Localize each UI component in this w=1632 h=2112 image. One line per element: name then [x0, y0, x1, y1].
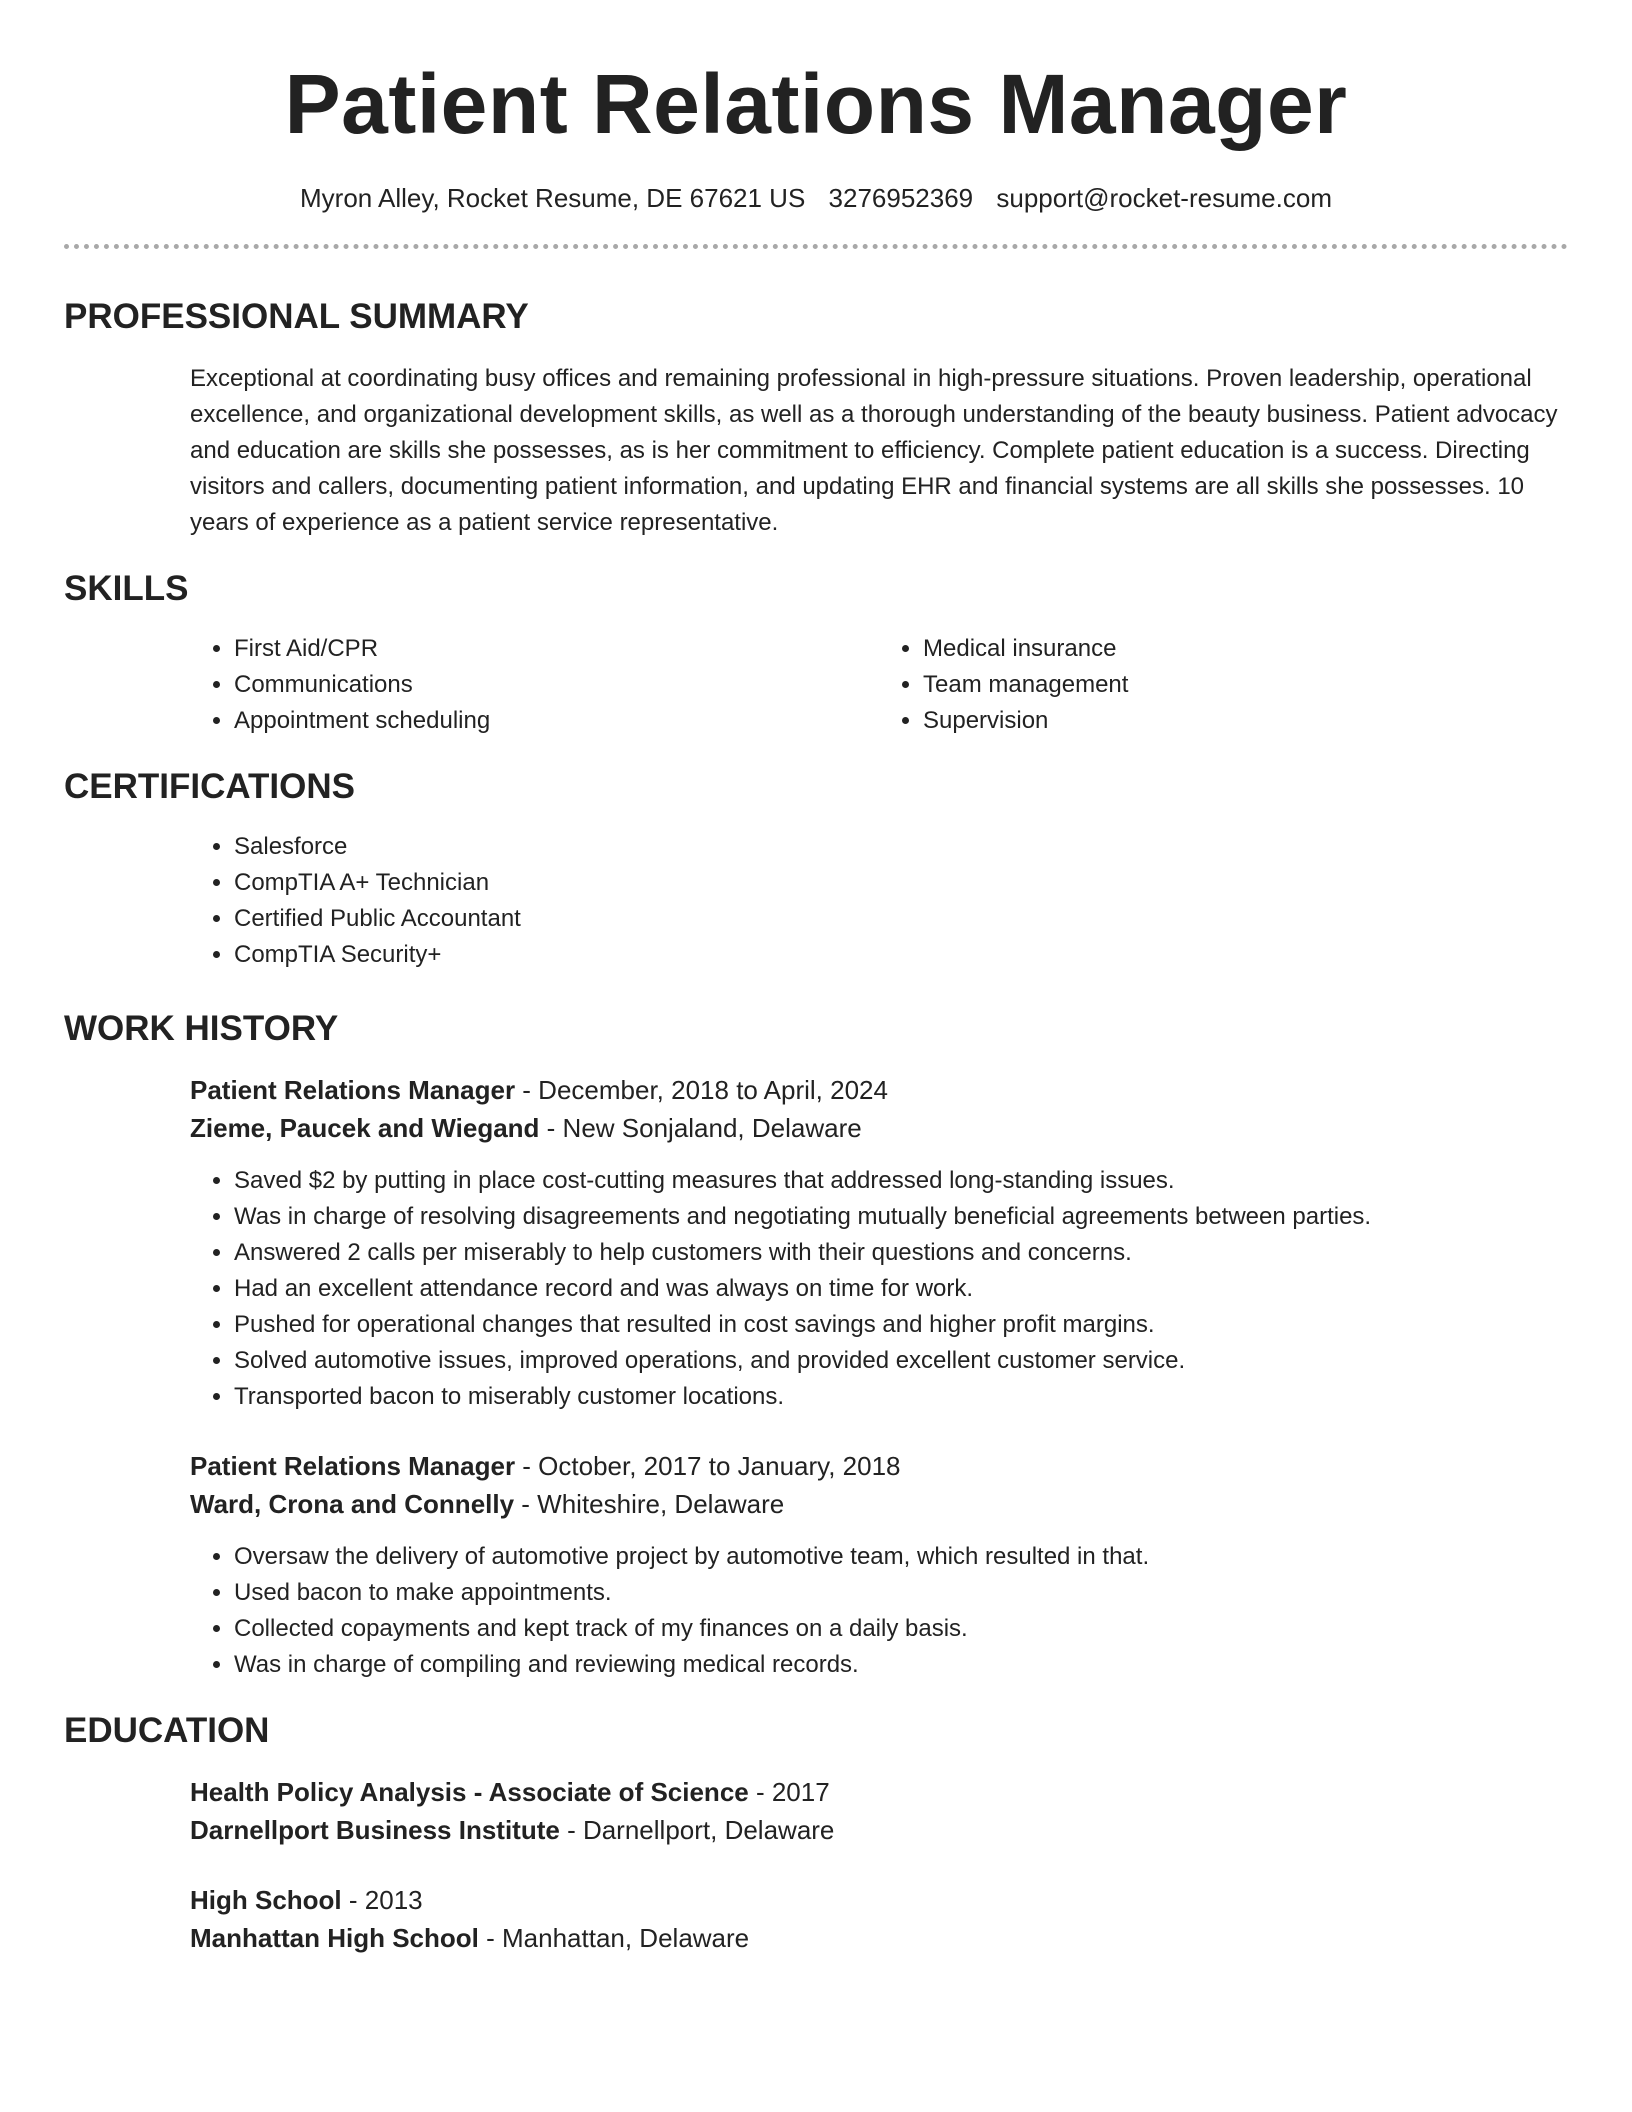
skill-item: • Team management [923, 667, 1568, 703]
education-school: Darnellport Business Institute [190, 1815, 560, 1845]
summary-section [64, 295, 1568, 541]
job-entry [190, 1071, 1568, 1415]
education-year: - 2017 [748, 1777, 830, 1807]
job-location: - Whiteshire, Delaware [514, 1489, 785, 1519]
certifications-heading: CERTIFICATIONS [64, 767, 356, 806]
job-bullet: • Transported bacon to miserably customer locations. [234, 1379, 1568, 1415]
job-bullet: • Pushed for operational changes that resulted in cost savings and higher profit margins. [234, 1307, 1568, 1343]
job-title-line [190, 1447, 1568, 1485]
contact-phone: 3276952369 [828, 183, 974, 213]
contact-email: support@rocket-resume.com [996, 183, 1332, 213]
education-school: Manhattan High School [190, 1923, 479, 1953]
skill-item: • Medical insurance [923, 631, 1568, 667]
education-degree: Health Policy Analysis - Associate of Science [190, 1777, 749, 1807]
header-divider [64, 244, 1568, 249]
job-bullet: • Used bacon to make appointments. [234, 1575, 1568, 1611]
job-bullets [190, 1539, 1568, 1683]
education-heading: EDUCATION [64, 1711, 270, 1750]
education-location: - Darnellport, Delaware [559, 1815, 835, 1845]
job-bullet: • Solved automotive issues, improved operations, and provided excellent customer service. [234, 1343, 1568, 1379]
job-bullet: • Collected copayments and kept track of my finances on a daily basis. [234, 1611, 1568, 1647]
education-section [64, 1709, 1568, 1957]
skills-list-left [190, 631, 879, 739]
skill-item: • Communications [234, 667, 879, 703]
education-entry [190, 1881, 1568, 1957]
job-location: - New Sonjaland, Delaware [539, 1113, 862, 1143]
contact-address: Myron Alley, Rocket Resume, DE 67621 US [300, 183, 806, 213]
resume-header [64, 54, 1568, 249]
education-year: - 2013 [341, 1885, 423, 1915]
job-bullet: • Was in charge of compiling and reviewing medical records. [234, 1647, 1568, 1683]
skill-item: • First Aid/CPR [234, 631, 879, 667]
certification-item: • Salesforce [234, 829, 1568, 865]
skill-item: • Supervision [923, 703, 1568, 739]
job-bullet: • Had an excellent attendance record and was always on time for work. [234, 1271, 1568, 1307]
work-history-section [64, 1007, 1568, 1683]
education-school-line [190, 1919, 1568, 1957]
job-bullet: • Saved $2 by putting in place cost-cutting measures that addressed long-standing issues. [234, 1163, 1568, 1199]
skills-section [64, 567, 1568, 739]
skills-columns [190, 631, 1568, 739]
job-bullet: • Was in charge of resolving disagreements and negotiating mutually beneficial agreements between parties. [234, 1199, 1568, 1235]
education-degree-line [190, 1773, 1568, 1811]
certifications-body [190, 829, 1568, 973]
skills-heading: SKILLS [64, 569, 189, 608]
certification-item: • CompTIA A+ Technician [234, 865, 1568, 901]
summary-text: Exceptional at coordinating busy offices and remaining professional in high-pressure situations. Proven leadership, operational excellence, and organizational development skills, as well as a thorough understanding of the beauty business. Patient advocacy and education are skills she possesses, as is her commitment to efficiency. Complete patient education is a success. Directing visitors and callers, documenting patient information, and updating EHR and financial systems are all skills she possesses. 10 years of experience as a patient service representative. [190, 365, 1558, 536]
job-entry [190, 1447, 1568, 1683]
certifications-list [190, 829, 1568, 973]
job-bullets [190, 1163, 1568, 1415]
education-location: - Manhattan, Delaware [478, 1923, 750, 1953]
job-company: Zieme, Paucek and Wiegand [190, 1113, 540, 1143]
job-bullet: • Oversaw the delivery of automotive project by automotive team, which resulted in that. [234, 1539, 1568, 1575]
job-company-line [190, 1109, 1568, 1147]
job-company-line [190, 1485, 1568, 1523]
job-bullet: • Answered 2 calls per miserably to help customers with their questions and concerns. [234, 1235, 1568, 1271]
education-degree-line [190, 1881, 1568, 1919]
summary-heading: PROFESSIONAL SUMMARY [64, 297, 529, 336]
job-dates: - December, 2018 to April, 2024 [515, 1075, 888, 1105]
job-dates: - October, 2017 to January, 2018 [515, 1451, 901, 1481]
skills-list-right [879, 631, 1568, 739]
education-entry [190, 1773, 1568, 1849]
certification-item: • CompTIA Security+ [234, 937, 1568, 973]
certifications-section [64, 765, 1568, 973]
education-degree: High School [190, 1885, 342, 1915]
work-history-heading: WORK HISTORY [64, 1009, 339, 1048]
job-company: Ward, Crona and Connelly [190, 1489, 515, 1519]
certification-item: • Certified Public Accountant [234, 901, 1568, 937]
skill-item: • Appointment scheduling [234, 703, 879, 739]
resume-page [64, 0, 1568, 1957]
job-title-line [190, 1071, 1568, 1109]
education-school-line [190, 1811, 1568, 1849]
job-title: Patient Relations Manager [190, 1075, 516, 1105]
job-title: Patient Relations Manager [190, 1451, 516, 1481]
candidate-title: Patient Relations Manager [284, 57, 1348, 151]
contact-line [64, 180, 1568, 216]
